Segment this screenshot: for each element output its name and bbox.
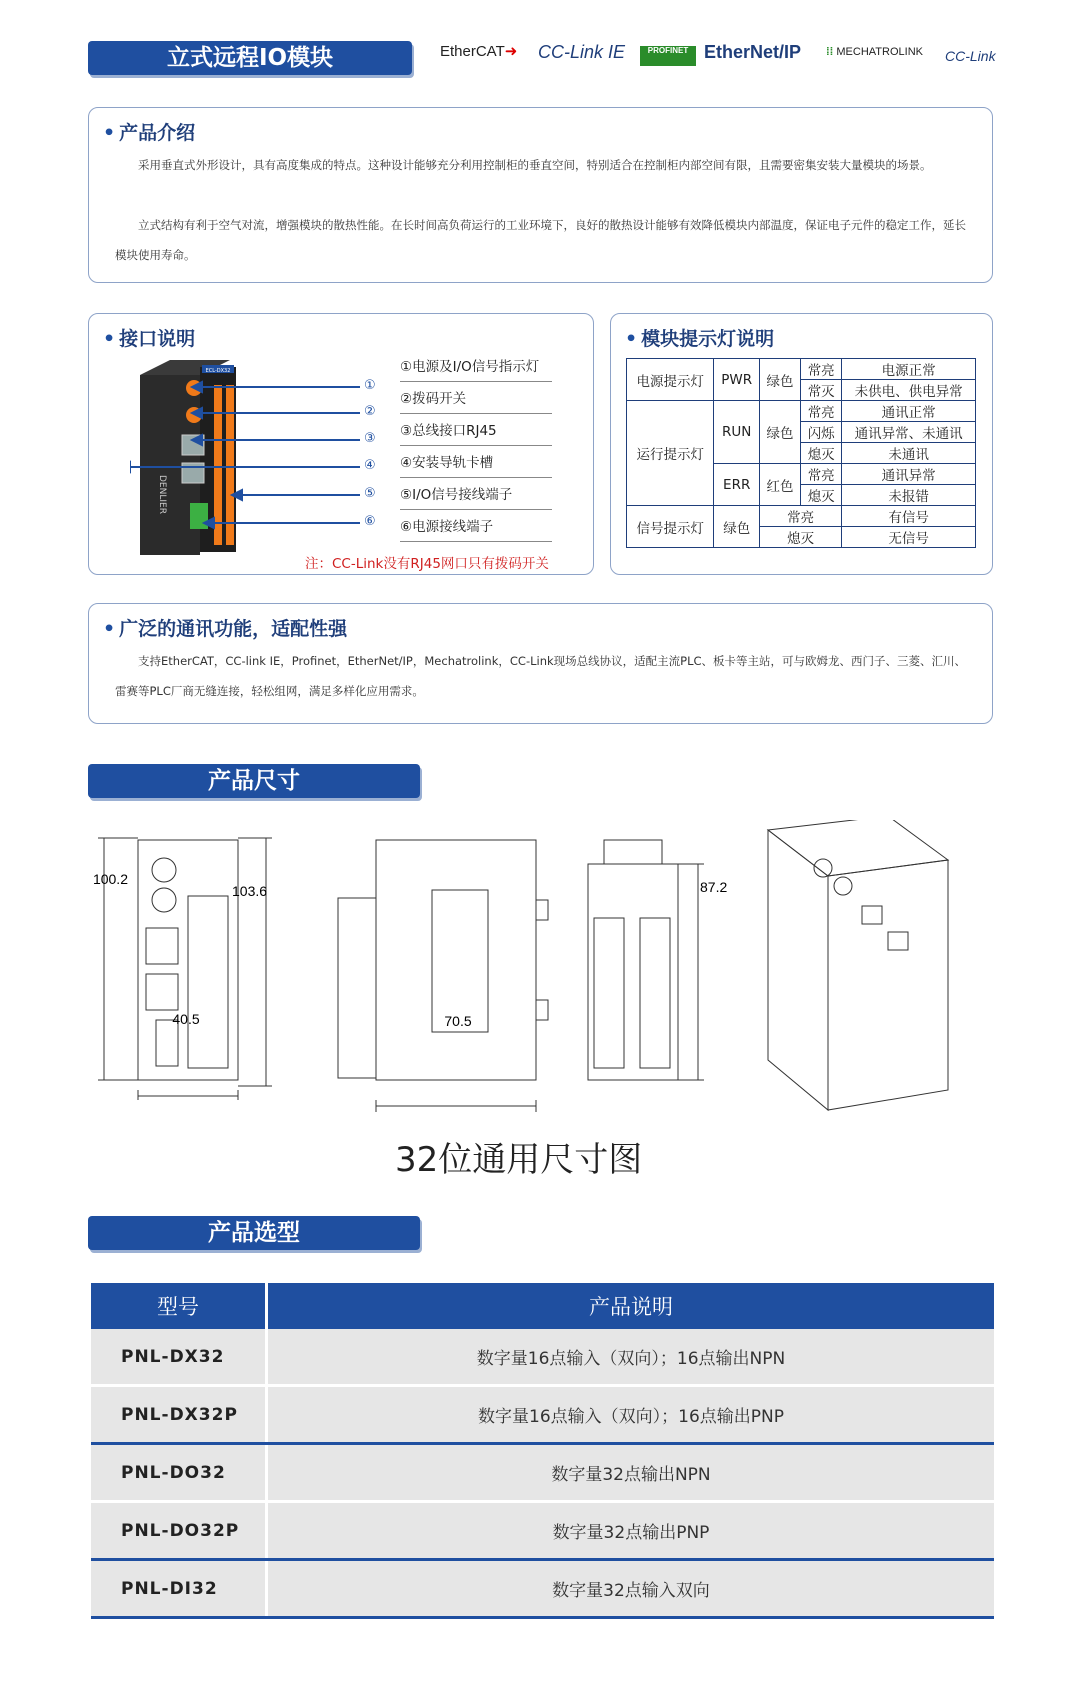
comm-paragraph: 支持EtherCAT，CC-link IE，Profinet，EtherNet/IP，Mechatrolink，CC-Link现场总线协议，适配主流PLC、板卡等主站，可与欧姆龙、西门子、三菱、汇川、雷赛等PLC厂商无缝连接，轻松组网，满足多样化应用需求。 [115, 654, 967, 698]
device-label: ECL-DX32 [205, 368, 231, 374]
col-desc-header: 产品说明 [267, 1283, 995, 1329]
interface-note: 注：CC-Link没有RJ45网口只有拨码开关 [305, 556, 549, 572]
dim-h3: 87.2 [700, 879, 728, 895]
selection-table [91, 1283, 994, 1619]
col-model-header: 型号 [91, 1283, 267, 1329]
callout-arrows [130, 355, 370, 555]
mechatrolink-logo: ⁞⁞ MECHATROLINK [826, 46, 923, 58]
interface-item-1: ①电源及I/O信号指示灯 [400, 353, 552, 382]
led-color-signal: 绿色 [714, 506, 760, 548]
intro-paragraph-1: 采用垂直式外形设计，具有高度集成的特点。这种设计能够充分利用控制柜的垂直空间，特别适合在控制柜内部空间有限，且需要密集安装大量模块的场景。 [138, 158, 932, 172]
interface-item-6: ⑥电源接线端子 [400, 513, 552, 542]
led-table: 电源提示灯 PWR 绿色 常亮 电源正常 常灭 未供电、供电异常 运行提示灯 RUN 绿色 常亮 通讯正常 闪烁 通讯异常、未通讯 熄灭 未通讯 ERR 红色 常亮 通讯异常 熄灭 未报错 信号提示灯 绿色 常亮 有信号 熄灭 无信号 [626, 358, 976, 548]
led-name-pwr: PWR [714, 359, 760, 401]
dim-h1: 100.2 [92, 871, 128, 887]
table-row: PNL-DX32P 数字量16点输入（双向）；16点输出PNP [91, 1386, 994, 1444]
page-title: 立式远程IO模块 [166, 45, 334, 71]
callout-2: ② [364, 404, 376, 419]
cclink-logo: CC-Link [945, 48, 996, 64]
dims-banner: 产品尺寸 [88, 764, 420, 798]
callout-5: ⑤ [364, 486, 376, 501]
dims-caption: 32位通用尺寸图 [395, 1140, 643, 1180]
table-row: PNL-DO32 数字量32点输出NPN [91, 1444, 994, 1502]
ethercat-logo: EtherCAT➜ [440, 43, 518, 60]
led-name-err: ERR [714, 464, 760, 506]
dimension-drawing [88, 820, 1008, 1150]
led-name-run: RUN [714, 401, 760, 464]
ethernet-ip-logo: EtherNet/IP [704, 42, 802, 62]
profinet-logo: PROFINET [640, 46, 696, 66]
led-group-run: 运行提示灯 [627, 401, 714, 506]
led-group-power: 电源提示灯 [627, 359, 714, 401]
led-group-signal: 信号提示灯 [627, 506, 714, 548]
callout-6: ⑥ [364, 514, 376, 529]
interface-item-3: ③总线接口RJ45 [400, 417, 552, 446]
led-color-run: 绿色 [759, 401, 800, 464]
callout-4: ④ [364, 458, 376, 473]
table-row: PNL-DX32 数字量16点输入（双向）；16点输出NPN [91, 1329, 994, 1386]
interface-item-2: ②拨码开关 [400, 385, 552, 414]
comm-title: • 广泛的通讯功能，适配性强 [103, 618, 348, 640]
header-banner [88, 41, 412, 75]
interface-item-4: ④安装导轨卡槽 [400, 449, 552, 478]
intro-title: • 产品介绍 [103, 122, 196, 144]
interface-item-5: ⑤I/O信号接线端子 [400, 481, 552, 510]
dim-w1: 40.5 [172, 1011, 200, 1027]
table-row: PNL-DI32 数字量32点输入双向 [91, 1560, 994, 1618]
dim-w2: 70.5 [444, 1013, 472, 1029]
led-title: • 模块提示灯说明 [625, 328, 775, 350]
led-color-err: 红色 [759, 464, 800, 506]
selection-banner: 产品选型 [88, 1216, 420, 1250]
intro-paragraph-2: 立式结构有利于空气对流，增强模块的散热性能。在长时间高负荷运行的工业环境下，良好的散热设计能够有效降低模块内部温度，保证电子元件的稳定工作，延长模块使用寿命。 [115, 218, 966, 262]
cclink-ie-logo: CC-Link IE [538, 42, 626, 62]
dim-h2: 103.6 [232, 883, 268, 899]
callout-1: ① [364, 378, 376, 393]
comm-panel [88, 603, 993, 724]
table-row: PNL-DO32P 数字量32点输出PNP [91, 1502, 994, 1560]
interface-title: • 接口说明 [103, 328, 196, 350]
callout-3: ③ [364, 431, 376, 446]
led-color-pwr: 绿色 [759, 359, 800, 401]
device-brand: DENLIER [157, 475, 167, 514]
intro-panel [88, 107, 993, 283]
